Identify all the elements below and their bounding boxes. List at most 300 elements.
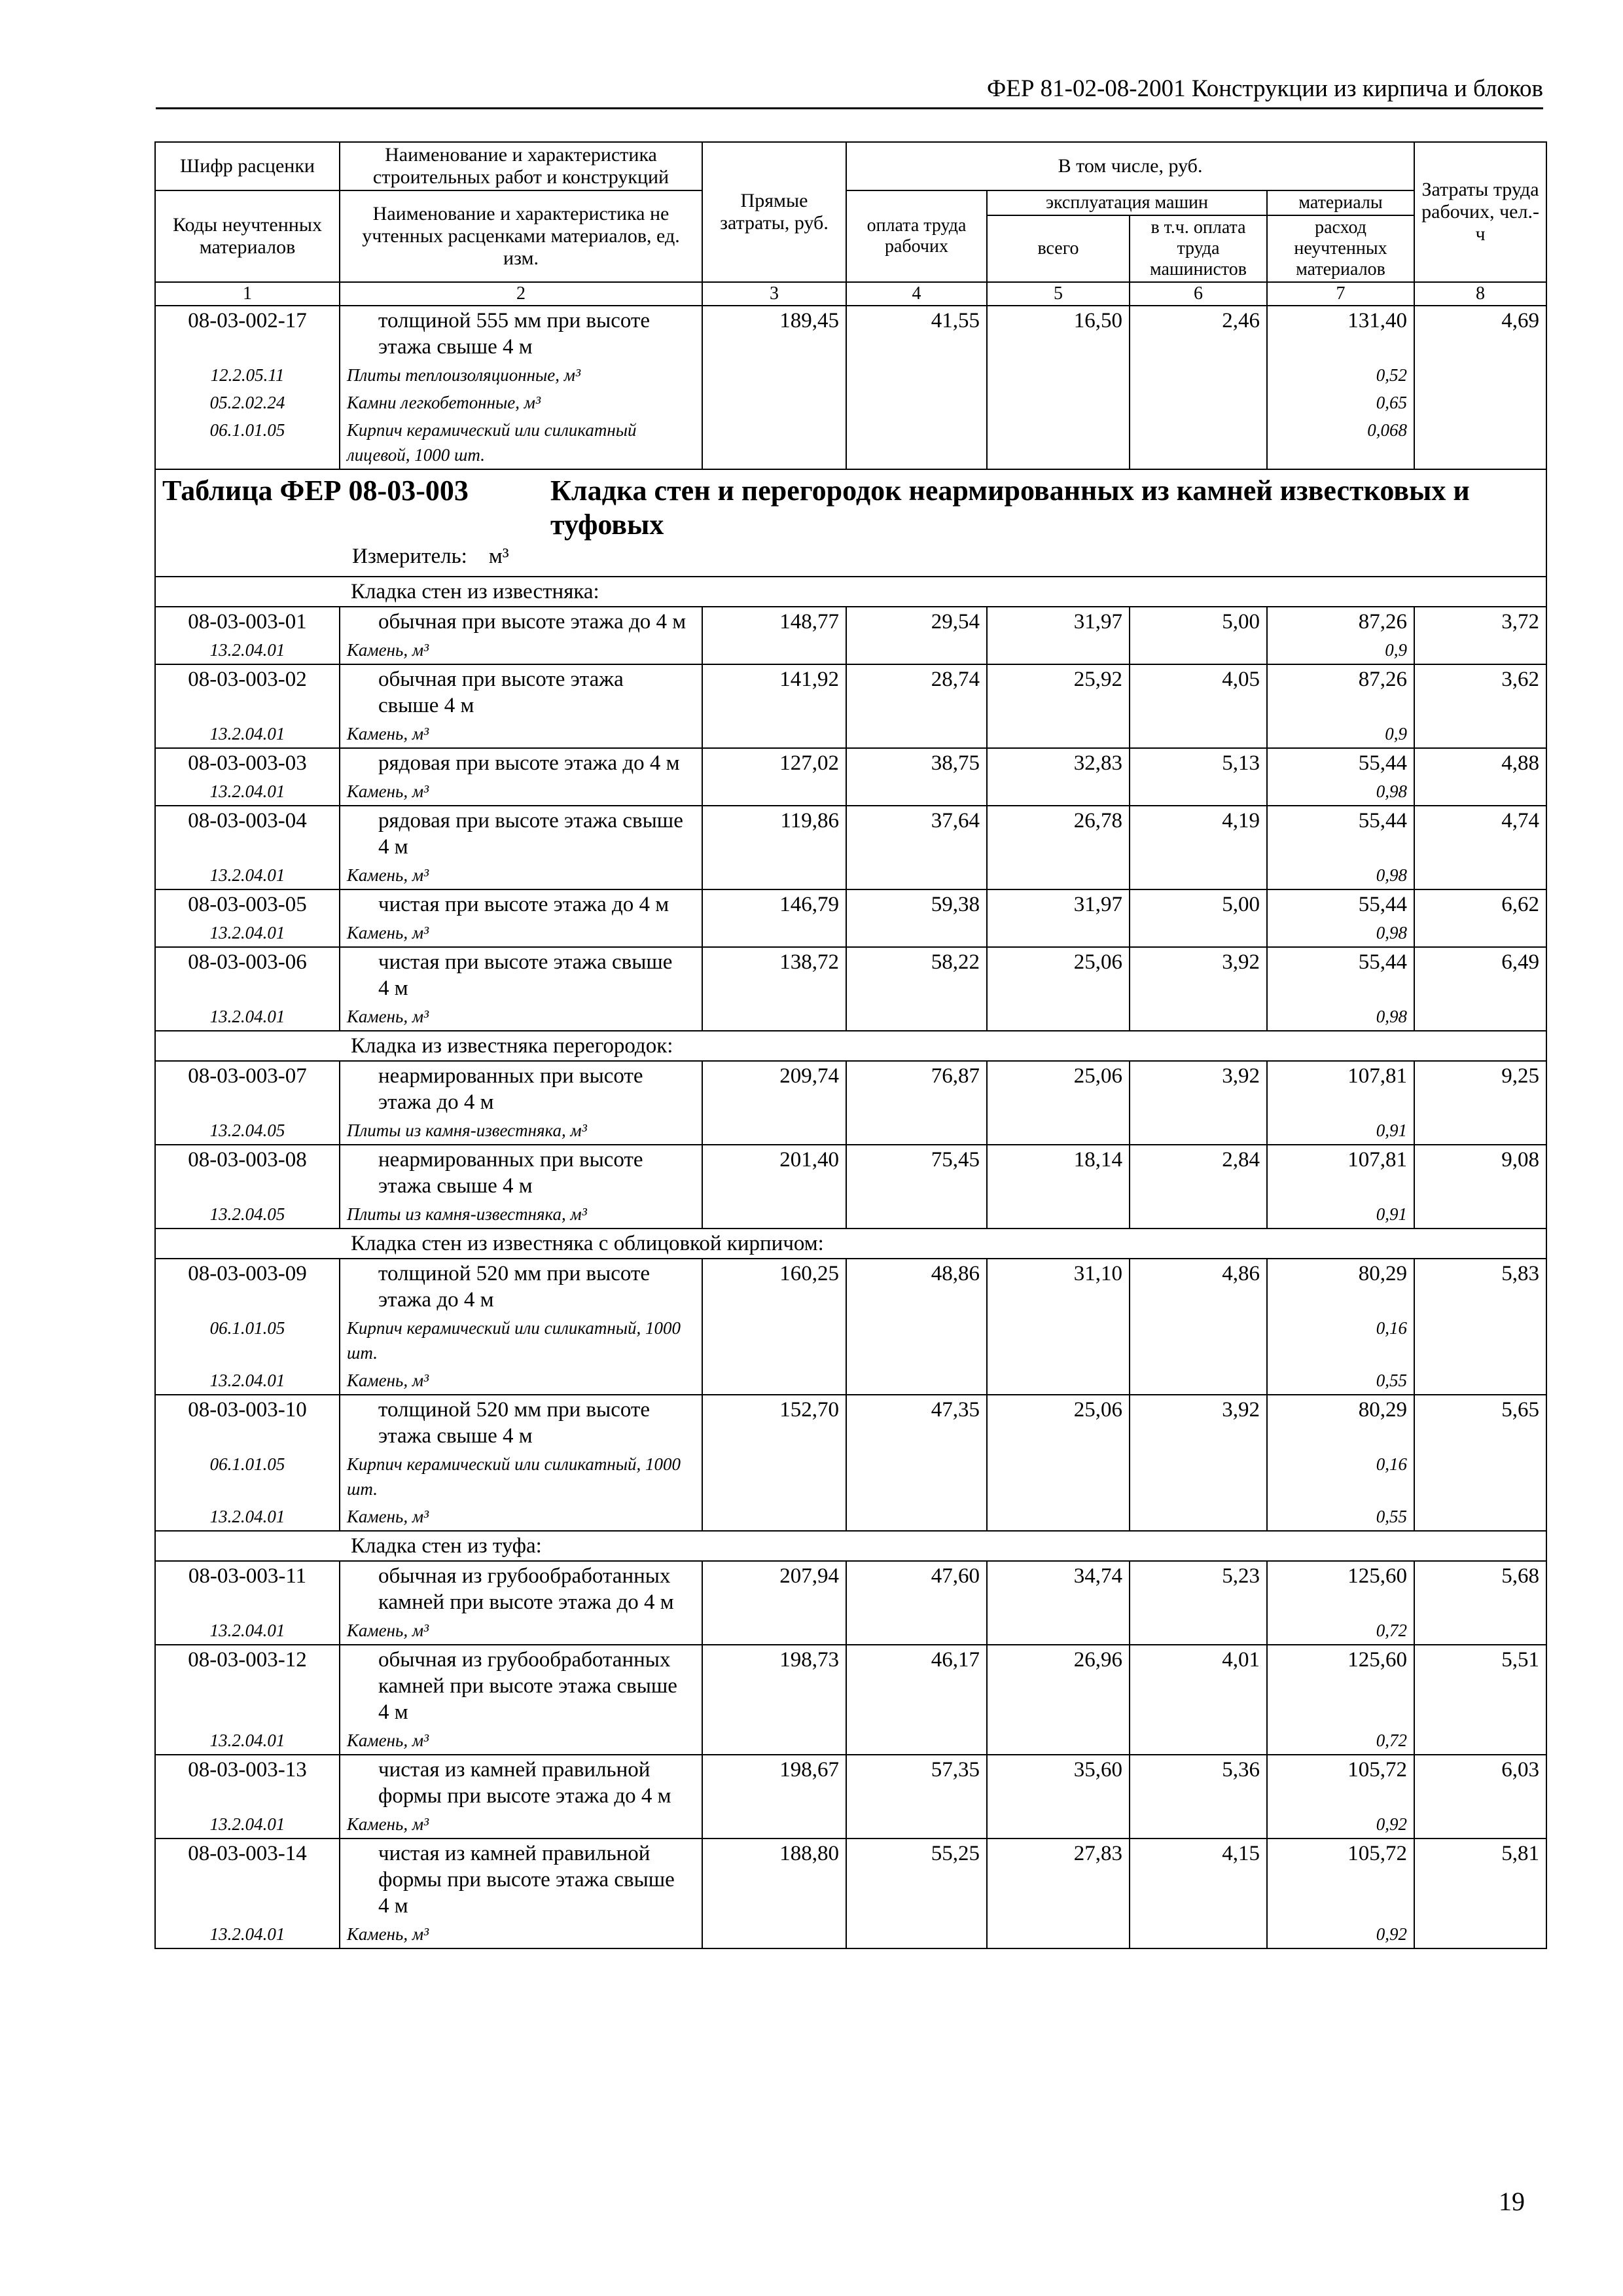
value-cell: 41,55 (846, 306, 987, 361)
empty-cell (987, 1367, 1130, 1395)
material-quantity: 0,98 (1267, 861, 1414, 889)
rate-code: 08-03-003-07 (155, 1061, 340, 1117)
material-row (155, 1003, 1546, 1031)
work-name: чистая при высоте этажа свыше 4 м (340, 947, 702, 1003)
value-cell: 55,44 (1267, 947, 1414, 1003)
empty-cell (1414, 778, 1546, 806)
table-title-cell (155, 469, 1546, 577)
table-unit (162, 542, 1539, 571)
table-row (155, 1395, 1546, 1450)
value-cell: 4,19 (1130, 806, 1267, 861)
empty-cell (846, 416, 987, 469)
empty-cell (846, 1003, 987, 1031)
value-cell: 3,92 (1130, 947, 1267, 1003)
column-number: 4 (846, 282, 987, 306)
rate-code: 08-03-003-13 (155, 1755, 340, 1810)
material-code: 13.2.04.01 (155, 1727, 340, 1755)
work-name: рядовая при высоте этажа до 4 м (340, 748, 702, 778)
empty-cell (1414, 1920, 1546, 1948)
value-cell: 55,25 (846, 1839, 987, 1920)
material-code: 13.2.04.01 (155, 1367, 340, 1395)
col-materials: материалы (1267, 190, 1414, 215)
empty-cell (702, 1503, 846, 1531)
table-row (155, 748, 1546, 778)
material-row (155, 1200, 1546, 1229)
col-labor-cost: Затраты труда рабочих, чел.-ч (1414, 142, 1546, 282)
material-code: 13.2.04.05 (155, 1117, 340, 1145)
material-code: 06.1.01.05 (155, 1450, 340, 1503)
empty-cell (702, 1810, 846, 1839)
value-cell: 127,02 (702, 748, 846, 778)
value-cell: 18,14 (987, 1145, 1130, 1200)
value-cell: 9,08 (1414, 1145, 1546, 1200)
material-name: Камень, м³ (340, 1727, 702, 1755)
value-cell: 9,25 (1414, 1061, 1546, 1117)
value-cell: 198,73 (702, 1645, 846, 1727)
rate-code: 08-03-003-03 (155, 748, 340, 778)
empty-cell (702, 361, 846, 389)
empty-cell (1414, 636, 1546, 664)
price-table (154, 141, 1547, 1949)
rate-code: 08-03-003-11 (155, 1561, 340, 1617)
value-cell: 188,80 (702, 1839, 846, 1920)
rate-code: 08-03-003-02 (155, 664, 340, 720)
material-row (155, 919, 1546, 947)
material-name: Камни легкобетонные, м³ (340, 389, 702, 416)
value-cell: 4,69 (1414, 306, 1546, 361)
value-cell: 37,64 (846, 806, 987, 861)
empty-cell (1130, 361, 1267, 389)
value-cell: 198,67 (702, 1755, 846, 1810)
material-name: Камень, м³ (340, 778, 702, 806)
empty-cell (846, 1450, 987, 1503)
rate-code: 08-03-003-08 (155, 1145, 340, 1200)
value-cell: 5,83 (1414, 1259, 1546, 1314)
material-name: Плиты теплоизоляционные, м³ (340, 361, 702, 389)
empty-cell (846, 778, 987, 806)
value-cell: 76,87 (846, 1061, 987, 1117)
empty-cell (702, 1367, 846, 1395)
material-row (155, 720, 1546, 748)
value-cell: 58,22 (846, 947, 987, 1003)
empty-cell (1414, 1810, 1546, 1839)
value-cell: 80,29 (1267, 1259, 1414, 1314)
value-cell: 47,60 (846, 1561, 987, 1617)
table-row (155, 1561, 1546, 1617)
empty-cell (702, 720, 846, 748)
value-cell: 2,84 (1130, 1145, 1267, 1200)
empty-cell (846, 1314, 987, 1367)
page-number: 19 (1499, 2187, 1525, 2216)
material-name: Камень, м³ (340, 720, 702, 748)
material-code: 12.2.05.11 (155, 361, 340, 389)
value-cell: 31,97 (987, 889, 1130, 919)
material-row (155, 778, 1546, 806)
empty-cell (1414, 720, 1546, 748)
value-cell: 209,74 (702, 1061, 846, 1117)
empty-cell (846, 1617, 987, 1645)
empty-cell (1130, 416, 1267, 469)
table-row (155, 947, 1546, 1003)
empty-cell (987, 1503, 1130, 1531)
work-name: рядовая при высоте этажа свыше 4 м (340, 806, 702, 861)
col-name-bottom: Наименование и характеристика не учтенных расценками материалов, ед. изм. (340, 190, 702, 282)
unit-label: Измеритель: (352, 545, 467, 568)
table-row (155, 1259, 1546, 1314)
material-name: Камень, м³ (340, 861, 702, 889)
value-cell: 57,35 (846, 1755, 987, 1810)
empty-cell (1414, 919, 1546, 947)
material-row (155, 1117, 1546, 1145)
material-quantity: 0,55 (1267, 1367, 1414, 1395)
value-cell: 148,77 (702, 607, 846, 636)
table-title-section (155, 469, 1546, 577)
value-cell: 28,74 (846, 664, 987, 720)
empty-cell (846, 1503, 987, 1531)
value-cell: 32,83 (987, 748, 1130, 778)
material-quantity: 0,16 (1267, 1314, 1414, 1367)
empty-cell (987, 1450, 1130, 1503)
value-cell: 5,00 (1130, 889, 1267, 919)
material-quantity: 0,9 (1267, 720, 1414, 748)
value-cell: 87,26 (1267, 664, 1414, 720)
empty-cell (1130, 636, 1267, 664)
work-name: чистая при высоте этажа до 4 м (340, 889, 702, 919)
material-code: 13.2.04.01 (155, 1617, 340, 1645)
material-name: Камень, м³ (340, 1367, 702, 1395)
value-cell: 80,29 (1267, 1395, 1414, 1450)
table-row (155, 1755, 1546, 1810)
value-cell: 25,06 (987, 947, 1130, 1003)
value-cell: 125,60 (1267, 1561, 1414, 1617)
value-cell: 16,50 (987, 306, 1130, 361)
material-quantity: 0,068 (1267, 416, 1414, 469)
empty-cell (702, 1617, 846, 1645)
empty-cell (987, 1200, 1130, 1229)
empty-cell (846, 1810, 987, 1839)
col-machines-pay: в т.ч. оплата труда машинистов (1130, 215, 1267, 282)
empty-cell (1414, 361, 1546, 389)
table-row (155, 1839, 1546, 1920)
empty-cell (1130, 1810, 1267, 1839)
material-quantity: 0,91 (1267, 1117, 1414, 1145)
material-code: 05.2.02.24 (155, 389, 340, 416)
value-cell: 105,72 (1267, 1755, 1414, 1810)
empty-cell (702, 389, 846, 416)
empty-cell (1414, 1367, 1546, 1395)
work-name: неармированных при высоте этажа свыше 4 м (340, 1145, 702, 1200)
group-title: Кладка из известняка перегородок: (155, 1031, 1546, 1061)
empty-cell (702, 1117, 846, 1145)
value-cell: 131,40 (1267, 306, 1414, 361)
empty-cell (702, 1314, 846, 1367)
material-name: Кирпич керамический или силикатный, 1000 шт. (340, 1450, 702, 1503)
value-cell: 4,01 (1130, 1645, 1267, 1727)
material-name: Плиты из камня-известняка, м³ (340, 1200, 702, 1229)
material-quantity: 0,92 (1267, 1810, 1414, 1839)
empty-cell (1130, 1920, 1267, 1948)
value-cell: 152,70 (702, 1395, 846, 1450)
column-number: 5 (987, 282, 1130, 306)
value-cell: 201,40 (702, 1145, 846, 1200)
value-cell: 55,44 (1267, 806, 1414, 861)
work-name: обычная при высоте этажа свыше 4 м (340, 664, 702, 720)
value-cell: 75,45 (846, 1145, 987, 1200)
value-cell: 25,92 (987, 664, 1130, 720)
empty-cell (987, 636, 1130, 664)
empty-cell (702, 1003, 846, 1031)
value-cell: 59,38 (846, 889, 987, 919)
value-cell: 4,05 (1130, 664, 1267, 720)
work-name: обычная из грубообработанных камней при высоте этажа до 4 м (340, 1561, 702, 1617)
material-row (155, 1314, 1546, 1367)
material-quantity: 0,9 (1267, 636, 1414, 664)
table-row (155, 1145, 1546, 1200)
empty-cell (846, 389, 987, 416)
value-cell: 6,49 (1414, 947, 1546, 1003)
column-number: 6 (1130, 282, 1267, 306)
value-cell: 2,46 (1130, 306, 1267, 361)
material-name: Камень, м³ (340, 1920, 702, 1948)
value-cell: 26,78 (987, 806, 1130, 861)
material-name: Камень, м³ (340, 636, 702, 664)
value-cell: 6,62 (1414, 889, 1546, 919)
empty-cell (702, 416, 846, 469)
empty-cell (1130, 919, 1267, 947)
empty-cell (1130, 720, 1267, 748)
empty-cell (846, 861, 987, 889)
rate-code: 08-03-003-10 (155, 1395, 340, 1450)
empty-cell (987, 361, 1130, 389)
empty-cell (702, 778, 846, 806)
empty-cell (702, 861, 846, 889)
empty-cell (1414, 416, 1546, 469)
value-cell: 35,60 (987, 1755, 1130, 1810)
empty-cell (1130, 1503, 1267, 1531)
col-code-bottom: Коды неучтенных материалов (155, 190, 340, 282)
group-row (155, 1229, 1546, 1259)
empty-cell (987, 1920, 1130, 1948)
value-cell: 55,44 (1267, 748, 1414, 778)
value-cell: 3,92 (1130, 1395, 1267, 1450)
empty-cell (846, 1117, 987, 1145)
value-cell: 29,54 (846, 607, 987, 636)
material-row (155, 1367, 1546, 1395)
material-code: 13.2.04.01 (155, 919, 340, 947)
value-cell: 125,60 (1267, 1645, 1414, 1727)
value-cell: 4,86 (1130, 1259, 1267, 1314)
empty-cell (1414, 389, 1546, 416)
group-title: Кладка стен из известняка с облицовкой кирпичом: (155, 1229, 1546, 1259)
rate-code: 08-03-003-06 (155, 947, 340, 1003)
col-machines: эксплуатация машин (987, 190, 1267, 215)
material-code: 13.2.04.01 (155, 861, 340, 889)
table-row (155, 806, 1546, 861)
group-row (155, 1531, 1546, 1561)
empty-cell (1414, 1003, 1546, 1031)
material-name: Кирпич керамический или силикатный лицевой, 1000 шт. (340, 416, 702, 469)
material-quantity: 0,98 (1267, 919, 1414, 947)
work-name: чистая из камней правильной формы при высоте этажа свыше 4 м (340, 1839, 702, 1920)
value-cell: 31,10 (987, 1259, 1130, 1314)
material-name: Камень, м³ (340, 919, 702, 947)
value-cell: 87,26 (1267, 607, 1414, 636)
empty-cell (1130, 1617, 1267, 1645)
material-name: Кирпич керамический или силикатный, 1000 шт. (340, 1314, 702, 1367)
value-cell: 25,06 (987, 1395, 1130, 1450)
empty-cell (1414, 1117, 1546, 1145)
material-quantity: 0,91 (1267, 1200, 1414, 1229)
table-header (155, 142, 1546, 306)
rate-code: 08-03-003-14 (155, 1839, 340, 1920)
empty-cell (1130, 1314, 1267, 1367)
empty-cell (846, 1367, 987, 1395)
empty-cell (1130, 778, 1267, 806)
value-cell: 31,97 (987, 607, 1130, 636)
empty-cell (987, 1617, 1130, 1645)
value-cell: 55,44 (1267, 889, 1414, 919)
value-cell: 6,03 (1414, 1755, 1546, 1810)
work-name: толщиной 520 мм при высоте этажа свыше 4 м (340, 1395, 702, 1450)
empty-cell (702, 1727, 846, 1755)
unit-value: м³ (488, 545, 509, 568)
empty-cell (1130, 1200, 1267, 1229)
empty-cell (702, 919, 846, 947)
empty-cell (1414, 1727, 1546, 1755)
value-cell: 5,51 (1414, 1645, 1546, 1727)
value-cell: 46,17 (846, 1645, 987, 1727)
material-row (155, 416, 1546, 469)
value-cell: 5,65 (1414, 1395, 1546, 1450)
column-number: 1 (155, 282, 340, 306)
value-cell: 48,86 (846, 1259, 987, 1314)
material-name: Камень, м³ (340, 1810, 702, 1839)
col-materials-sub: расход неучтенных материалов (1267, 215, 1414, 282)
table-row (155, 1645, 1546, 1727)
material-code: 06.1.01.05 (155, 1314, 340, 1367)
col-labor-pay: оплата труда рабочих (846, 190, 987, 282)
rate-code: 08-03-003-12 (155, 1645, 340, 1727)
empty-cell (987, 861, 1130, 889)
empty-cell (702, 1200, 846, 1229)
material-row (155, 1920, 1546, 1948)
empty-cell (702, 1450, 846, 1503)
material-code: 13.2.04.01 (155, 1810, 340, 1839)
value-cell: 4,15 (1130, 1839, 1267, 1920)
material-code: 06.1.01.05 (155, 416, 340, 469)
value-cell: 189,45 (702, 306, 846, 361)
material-code: 13.2.04.01 (155, 1920, 340, 1948)
value-cell: 34,74 (987, 1561, 1130, 1617)
value-cell: 25,06 (987, 1061, 1130, 1117)
empty-cell (987, 919, 1130, 947)
rate-code: 08-03-002-17 (155, 306, 340, 361)
col-name-top: Наименование и характеристика строительных работ и конструкций (340, 142, 702, 190)
col-machines-total: всего (987, 215, 1130, 282)
empty-cell (1130, 1727, 1267, 1755)
value-cell: 3,92 (1130, 1061, 1267, 1117)
empty-cell (846, 1200, 987, 1229)
material-quantity: 0,16 (1267, 1450, 1414, 1503)
value-cell: 4,88 (1414, 748, 1546, 778)
work-name: толщиной 520 мм при высоте этажа до 4 м (340, 1259, 702, 1314)
value-cell: 5,36 (1130, 1755, 1267, 1810)
empty-cell (1130, 1367, 1267, 1395)
value-cell: 141,92 (702, 664, 846, 720)
empty-cell (1414, 1200, 1546, 1229)
value-cell: 146,79 (702, 889, 846, 919)
empty-cell (1414, 1617, 1546, 1645)
table-name: Кладка стен и перегородок неармированных из камней известковых и туфовых (550, 475, 1470, 541)
value-cell: 5,23 (1130, 1561, 1267, 1617)
material-name: Камень, м³ (340, 1003, 702, 1031)
value-cell: 107,81 (1267, 1061, 1414, 1117)
group-title: Кладка стен из известняка: (155, 577, 1546, 607)
empty-cell (987, 1727, 1130, 1755)
empty-cell (987, 1117, 1130, 1145)
empty-cell (1130, 1003, 1267, 1031)
material-code: 13.2.04.01 (155, 778, 340, 806)
material-quantity: 0,72 (1267, 1727, 1414, 1755)
value-cell: 5,13 (1130, 748, 1267, 778)
empty-cell (987, 1810, 1130, 1839)
material-quantity: 0,52 (1267, 361, 1414, 389)
material-row (155, 1450, 1546, 1503)
material-row (155, 636, 1546, 664)
value-cell: 5,00 (1130, 607, 1267, 636)
column-number: 7 (1267, 282, 1414, 306)
empty-cell (702, 636, 846, 664)
material-code: 13.2.04.01 (155, 720, 340, 748)
value-cell: 5,81 (1414, 1839, 1546, 1920)
table-row (155, 306, 1546, 361)
work-name: толщиной 555 мм при высоте этажа свыше 4 м (340, 306, 702, 361)
empty-cell (1130, 389, 1267, 416)
previous-table-rows (155, 306, 1546, 469)
material-row (155, 1810, 1546, 1839)
empty-cell (987, 389, 1130, 416)
material-quantity: 0,55 (1267, 1503, 1414, 1531)
material-name: Камень, м³ (340, 1617, 702, 1645)
material-row (155, 861, 1546, 889)
empty-cell (846, 1727, 987, 1755)
empty-cell (1414, 861, 1546, 889)
material-row (155, 1727, 1546, 1755)
material-row (155, 1503, 1546, 1531)
col-code-top: Шифр расценки (155, 142, 340, 190)
value-cell: 26,96 (987, 1645, 1130, 1727)
col-incl-group: В том числе, руб. (846, 142, 1414, 190)
work-name: обычная при высоте этажа до 4 м (340, 607, 702, 636)
empty-cell (987, 720, 1130, 748)
material-quantity: 0,92 (1267, 1920, 1414, 1948)
value-cell: 105,72 (1267, 1839, 1414, 1920)
table-row (155, 1061, 1546, 1117)
value-cell: 3,62 (1414, 664, 1546, 720)
empty-cell (1414, 1503, 1546, 1531)
table-row (155, 607, 1546, 636)
material-code: 13.2.04.01 (155, 1503, 340, 1531)
value-cell: 207,94 (702, 1561, 846, 1617)
value-cell: 160,25 (702, 1259, 846, 1314)
material-row (155, 389, 1546, 416)
value-cell: 138,72 (702, 947, 846, 1003)
empty-cell (987, 1314, 1130, 1367)
rate-code: 08-03-003-04 (155, 806, 340, 861)
empty-cell (1130, 1117, 1267, 1145)
material-code: 13.2.04.05 (155, 1200, 340, 1229)
empty-cell (846, 636, 987, 664)
